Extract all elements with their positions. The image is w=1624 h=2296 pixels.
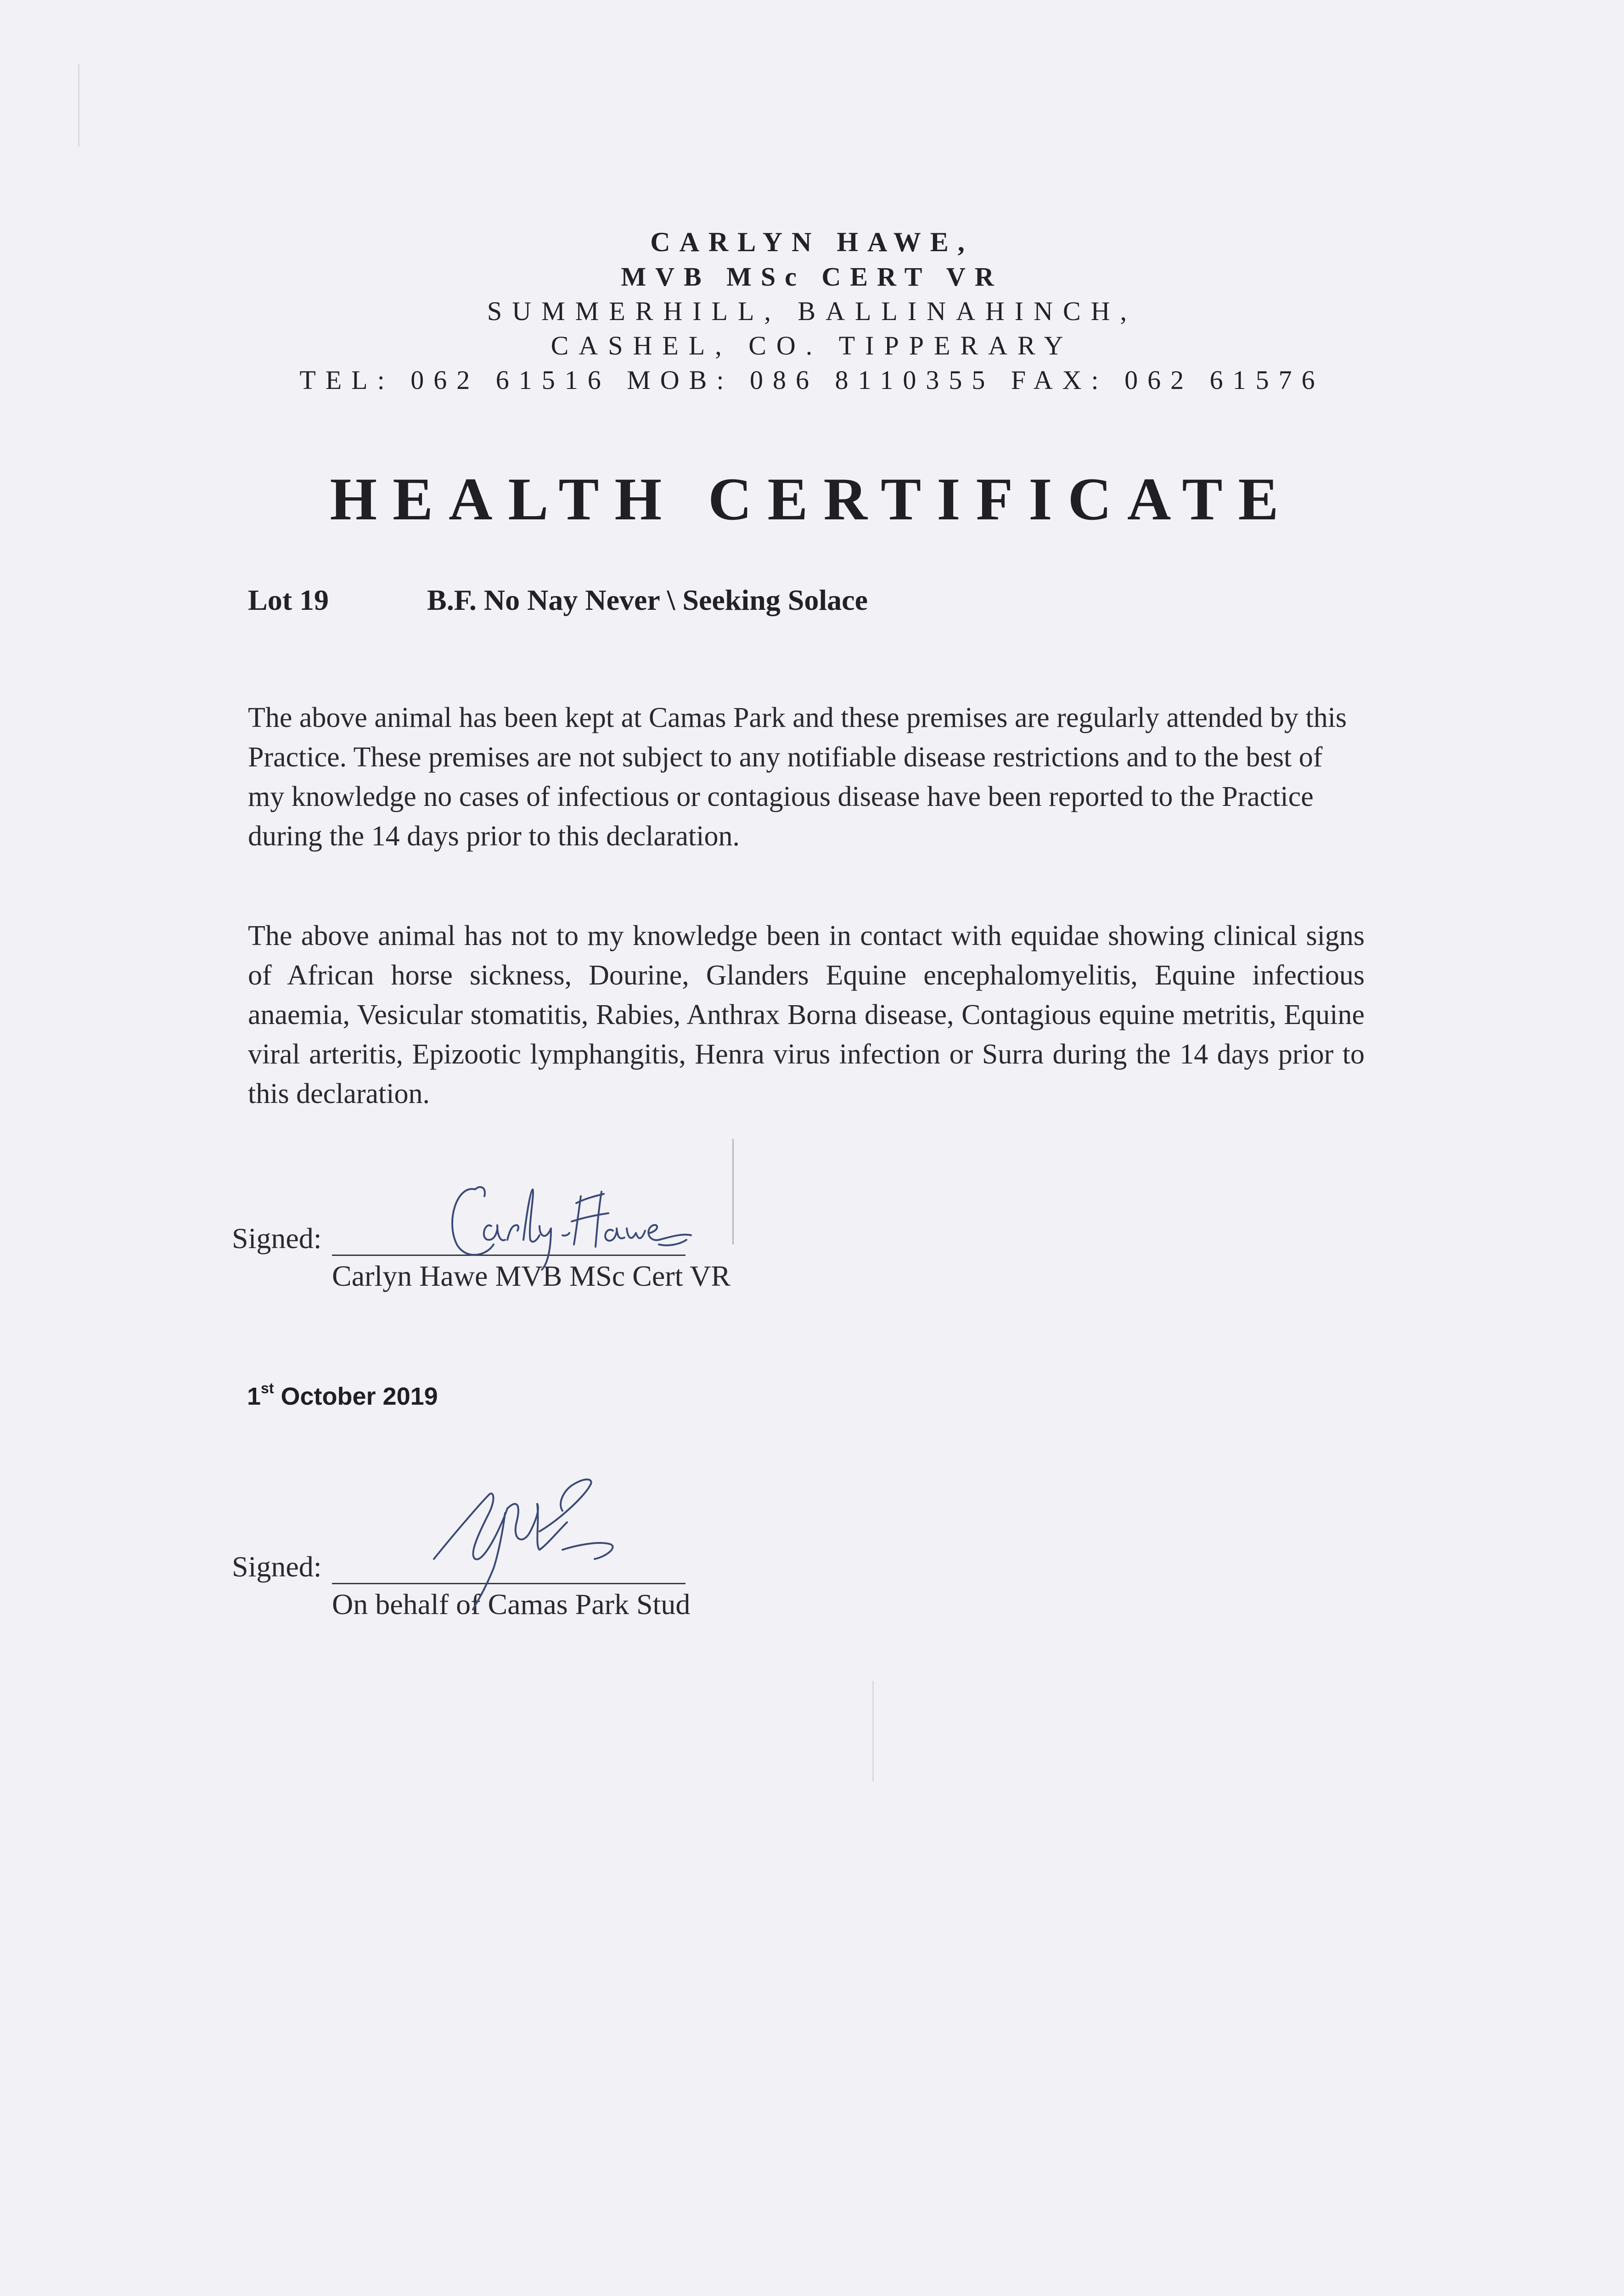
- vet-signature-caption: Carlyn Hawe MVB MSc Cert VR: [332, 1260, 731, 1292]
- stud-handwritten-signature: [425, 1467, 636, 1614]
- document-title: HEALTH CERTIFICATE: [330, 465, 1294, 533]
- certificate-date: [247, 1382, 438, 1411]
- vet-handwritten-signature: [443, 1171, 700, 1277]
- scan-fold-mark: [732, 1139, 734, 1244]
- scan-artifact-right: [872, 1681, 874, 1782]
- stud-signed-label: Signed:: [232, 1550, 322, 1583]
- scan-artifact-left: [78, 64, 79, 147]
- lot-description: B.F. No Nay Never \ Seeking Solace: [427, 584, 868, 616]
- vet-signed-label: Signed:: [232, 1222, 322, 1255]
- stud-signature-caption: On behalf of Camas Park Stud: [332, 1588, 691, 1621]
- date-ordinal: st: [261, 1380, 274, 1396]
- letterhead-qualifications: MVB MSc CERT VR: [621, 262, 1003, 292]
- declaration-paragraph-1: The above animal has been kept at Camas Park and these premises are regularly attended by this Practice. These premises are not subject to any notifiable disease restrictions and to the best of my knowledge no cases of infectious or contagious disease have been reported to the Practice during the 14 days prior to this declaration.: [248, 702, 1347, 852]
- date-day: 1: [247, 1383, 261, 1410]
- lot-number: Lot 19: [248, 584, 329, 616]
- letterhead-address-line-2: CASHEL, CO. TIPPERARY: [551, 331, 1073, 360]
- letterhead-address-line-1: SUMMERHILL, BALLINAHINCH,: [487, 296, 1137, 326]
- date-month-year: October 2019: [274, 1383, 438, 1410]
- letterhead-name: CARLYN HAWE,: [650, 227, 974, 257]
- letterhead: [0, 225, 1624, 397]
- letterhead-contacts: TEL: 062 61516 MOB: 086 8110355 FAX: 062 61576: [299, 365, 1325, 395]
- declaration-paragraph-2: The above animal has not to my knowledge been in contact with equidae showing clinical signs of African horse sickness, Dourine, Glanders Equine encephalomyelitis, Equine infectious anaemia, Vesicular stomatitis, Rabies, Anthrax Borna disease, Contagious equine metritis, Equine viral arteritis, Epizootic lymphangitis, Henra virus infection or Surra during the 14 days prior to this declaration.: [248, 920, 1365, 1109]
